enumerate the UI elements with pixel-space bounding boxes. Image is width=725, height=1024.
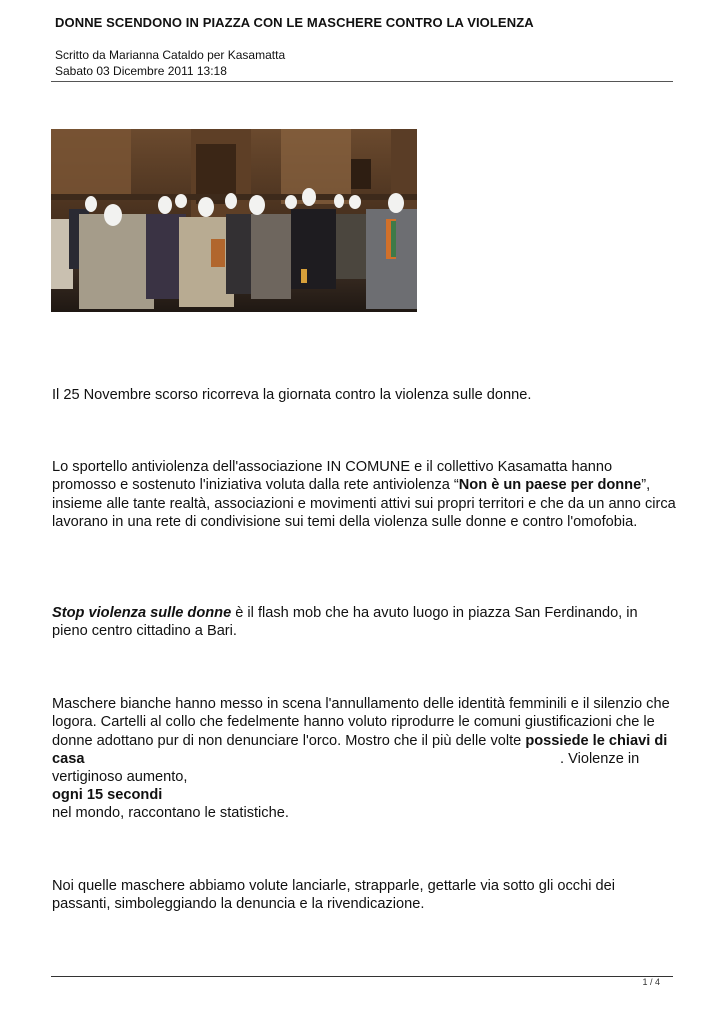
- key-phrase-1b: casa: [52, 751, 85, 767]
- flash-mob-name: Stop violenza sulle donne: [52, 605, 232, 621]
- header-divider: [51, 81, 673, 82]
- paragraph-1: [52, 386, 677, 404]
- paragraph-4-text-d: nel mondo, raccontano le statistiche.: [52, 805, 289, 821]
- paragraph-4-text-a: Maschere bianche hanno messo in scena l'annullamento delle identità femminili e il silenzio che logora. Cartelli al collo che fedelmente hanno voluto riprodurre le comuni giustificazioni che le donne adottano pur di non denunciare l'orco. Mostro che il più delle volte: [52, 696, 670, 749]
- paragraph-4-line-6: [52, 768, 677, 786]
- paragraph-5-text: Noi quelle maschere abbiamo volute lanciarle, strapparle, gettarle via sotto gli occhi dei passanti, simboleggiando la denuncia e la rivendicazione.: [52, 878, 615, 913]
- paragraph-4: [52, 695, 677, 750]
- paragraph-2-text-b: ”, insieme alle tante realtà, associazioni e movimenti attivi sui propri territori e che da un anno circa lavorano in una rete di condivisione sui temi della violenza sulle donne e contro l'omofobia.: [52, 477, 676, 530]
- paragraph-4-line-7: [52, 786, 677, 804]
- footer-divider: [51, 976, 673, 977]
- publish-date: Sabato 03 Dicembre 2011 13:18: [55, 64, 227, 78]
- paragraph-4-line-5-tail: [560, 750, 680, 768]
- paragraph-4-text-c: vertiginoso aumento,: [52, 769, 188, 785]
- campaign-name: Non è un paese per donne: [458, 477, 642, 494]
- paragraph-3: [52, 604, 677, 641]
- paragraph-3-text: è il flash mob che ha avuto luogo in piazza San Ferdinando, in pieno centro cittadino a Bari.: [52, 605, 638, 640]
- page-number: 1 / 4: [642, 977, 660, 987]
- paragraph-4-line-8: [52, 804, 677, 822]
- paragraph-2-text-a: Lo sportello antiviolenza dell'associazione IN COMUNE e il collettivo Kasamatta hanno promosso e sostenuto l'iniziativa voluta dalla rete antiviolenza “: [52, 459, 613, 494]
- article-title: DONNE SCENDONO IN PIAZZA CON LE MASCHERE CONTRO LA VIOLENZA: [55, 15, 534, 30]
- key-phrase-1a: possiede le chiavi di: [525, 732, 668, 749]
- flash-mob-masked-women-photo: [51, 129, 417, 312]
- paragraph-5: [52, 877, 677, 914]
- paragraph-2: [52, 458, 677, 531]
- paragraph-1-text: Il 25 Novembre scorso ricorreva la giornata contro la violenza sulle donne.: [52, 387, 532, 403]
- byline: Scritto da Marianna Cataldo per Kasamatta: [55, 48, 286, 62]
- key-phrase-2: ogni 15 secondi: [52, 787, 163, 803]
- paragraph-4-text-b: . Violenze in: [560, 751, 640, 767]
